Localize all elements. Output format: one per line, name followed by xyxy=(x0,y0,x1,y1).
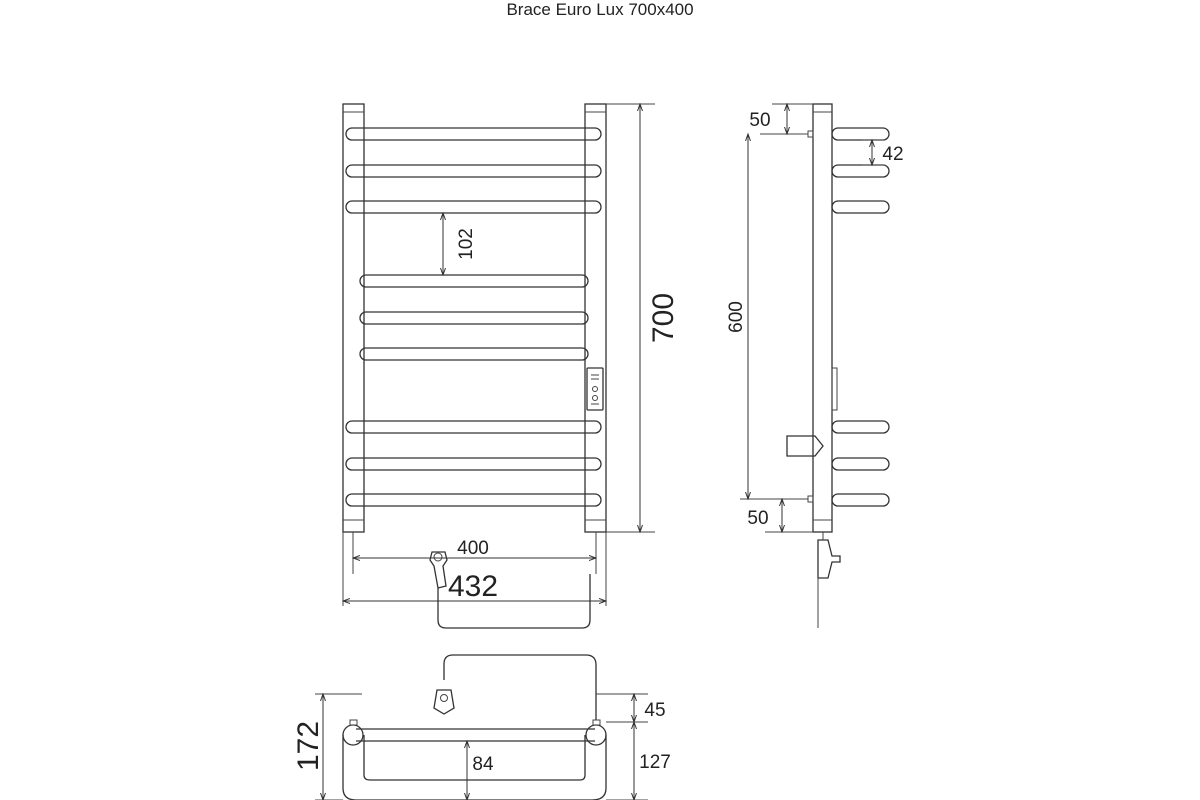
rail xyxy=(346,494,601,506)
rail xyxy=(346,458,601,470)
diagram-title: Brace Euro Lux 700x400 xyxy=(506,0,694,19)
right-post-section xyxy=(586,725,606,745)
rail xyxy=(360,312,588,324)
top-view xyxy=(292,655,671,800)
rails xyxy=(346,128,601,506)
rail xyxy=(346,201,601,213)
dim-side-mount-span: 600 xyxy=(726,301,747,333)
side-rails xyxy=(832,128,889,506)
dim-side-rail-depth: 42 xyxy=(882,144,904,165)
side-view xyxy=(726,104,904,628)
rail xyxy=(360,348,588,360)
dim-side-bottom-offset: 50 xyxy=(747,508,769,529)
dim-bottom-depth-total: 172 xyxy=(292,720,325,772)
dim-width-outer: 432 xyxy=(447,570,499,603)
dim-side-top-offset: 50 xyxy=(749,110,771,131)
dim-bottom-top-offset: 45 xyxy=(644,700,666,721)
side-post xyxy=(813,104,832,532)
rail xyxy=(346,421,601,433)
dim-rail-spacing: 102 xyxy=(456,228,477,260)
rail xyxy=(346,165,601,177)
dim-bottom-lower: 127 xyxy=(639,752,671,773)
dim-width-inner: 400 xyxy=(457,538,489,559)
rail xyxy=(360,275,588,287)
dim-bottom-rail-depth: 84 xyxy=(472,754,494,775)
dim-height-total: 700 xyxy=(647,292,680,344)
rail xyxy=(346,128,601,140)
front-view xyxy=(343,104,680,628)
control-panel-icon xyxy=(587,368,603,410)
left-post-section xyxy=(343,725,363,745)
